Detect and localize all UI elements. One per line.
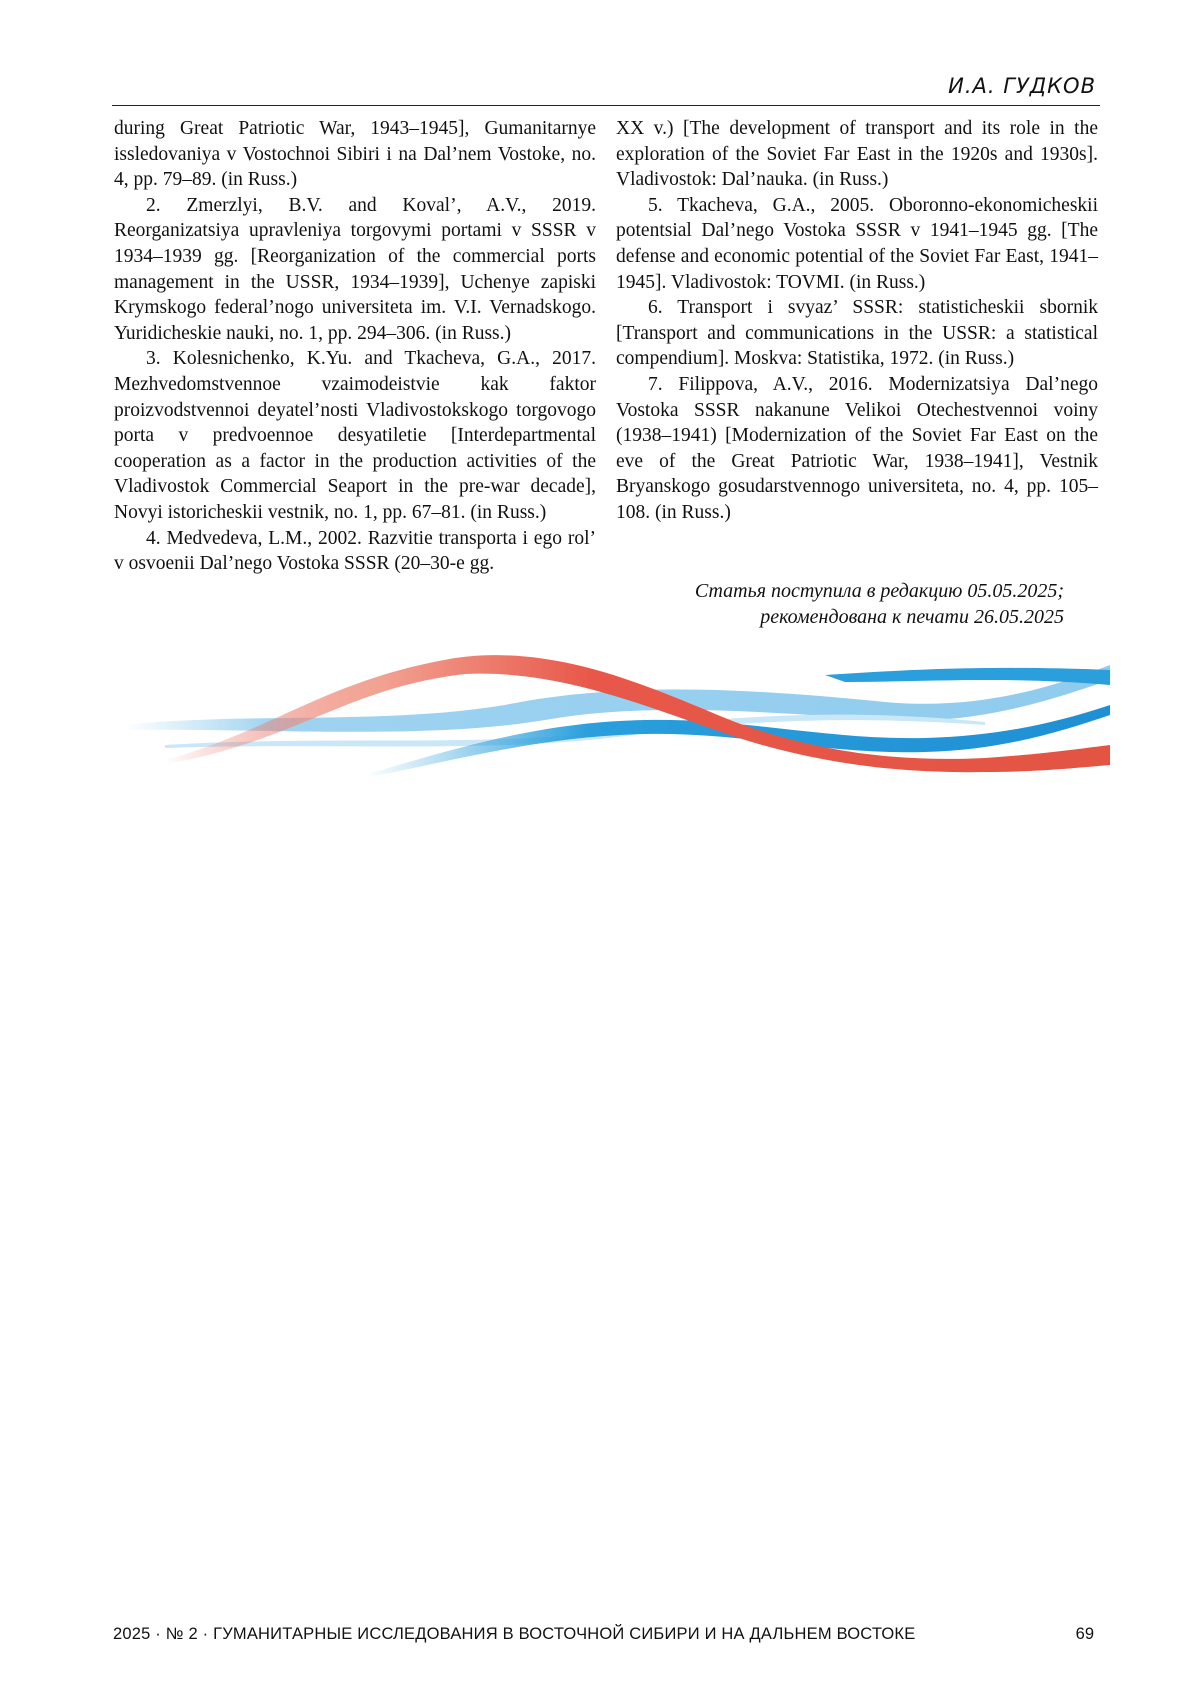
references-left-column bbox=[114, 116, 596, 577]
reference-item-4: 4. Medvedeva, L.M., 2002. Razvitie transporta i ego rol’ v osvoenii Dal’nego Vostoka SSSR (20–30-e gg. bbox=[114, 527, 596, 575]
references-right-column bbox=[616, 116, 1098, 526]
reference-continuation: during Great Patriotic War, 1943–1945], Gumanitarnye issledovaniya v Vostochnoi Sibiri i na Dal’nem Vostoke, no. 4, pp. 79–89. (in Russ.) bbox=[114, 118, 596, 191]
reference-continuation: XX v.) [The development of transport and its role in the exploration of the Soviet Far East in the 1920s and 1930s]. Vladivostok: Dal’nauka. (in Russ.) bbox=[616, 118, 1098, 191]
article-received-note bbox=[695, 579, 1064, 630]
reference-item-7: 7. Filippova, A.V., 2016. Modernizatsiya Dal’nego Vostoka SSSR nakanune Velikoi Otechestvennoi voiny (1938–1941) [Modernization of the Soviet Far East on the eve of the Great Patriotic War, 1938–1941], Vestnik Bryanskogo gosudarstvennogo universiteta, no. 4, pp. 105–108. (in Russ.) bbox=[616, 373, 1098, 523]
reference-item-3: 3. Kolesnichenko, K.Yu. and Tkacheva, G.A., 2017. Mezhvedomstvennoe vzaimodeistvie kak faktor proizvodstvennoi deyatel’nosti Vladivostokskogo torgovogo porta v predvoennoe desyatiletie [Interdepartmental cooperation as a factor in the production activities of the Vladivostok Commercial Seaport in the pre-war decade], Novyi istoricheskii vestnik, no. 1, pp. 67–81. (in Russ.) bbox=[114, 348, 596, 523]
reference-item-2: 2. Zmerzlyi, B.V. and Koval’, A.V., 2019. Reorganizatsiya upravleniya torgovymi portami v SSSR v 1934–1939 gg. [Reorganization of the commercial ports management in the USSR, 1934–1939], Uchenye zapiski Krymskogo federal’nogo universiteta im. V.I. Vernadskogo. Yuridicheskie nauki, no. 1, pp. 294–306. (in Russ.) bbox=[114, 194, 596, 344]
page-number: 69 bbox=[1075, 1625, 1094, 1643]
footer-journal-title: 2025 · № 2 · ГУМАНИТАРНЫЕ ИССЛЕДОВАНИЯ В ВОСТОЧНОЙ СИБИРИ И НА ДАЛЬНЕМ ВОСТОКЕ bbox=[113, 1625, 916, 1643]
received-date: Статья поступила в редакцию 05.05.2025; bbox=[694, 580, 1064, 602]
wave-ribbons-decoration bbox=[125, 650, 1110, 780]
header-divider bbox=[112, 105, 1100, 106]
reference-item-5: 5. Tkacheva, G.A., 2005. Oboronno-ekonomicheskii potentsial Dal’nego Vostoka SSSR v 1941–1945 gg. [The defense and economic potential of the Soviet Far East, 1941–1945]. Vladivostok: TOVMI. (in Russ.) bbox=[616, 194, 1098, 293]
running-head-author: И.А. ГУДКОВ bbox=[948, 74, 1096, 98]
approved-date: рекомендована к печати 26.05.2025 bbox=[760, 605, 1064, 628]
reference-item-6: 6. Transport i svyaz’ SSSR: statisticheskii sbornik [Transport and communications in the USSR: a statistical compendium]. Moskva: Statistika, 1972. (in Russ.) bbox=[616, 297, 1098, 370]
